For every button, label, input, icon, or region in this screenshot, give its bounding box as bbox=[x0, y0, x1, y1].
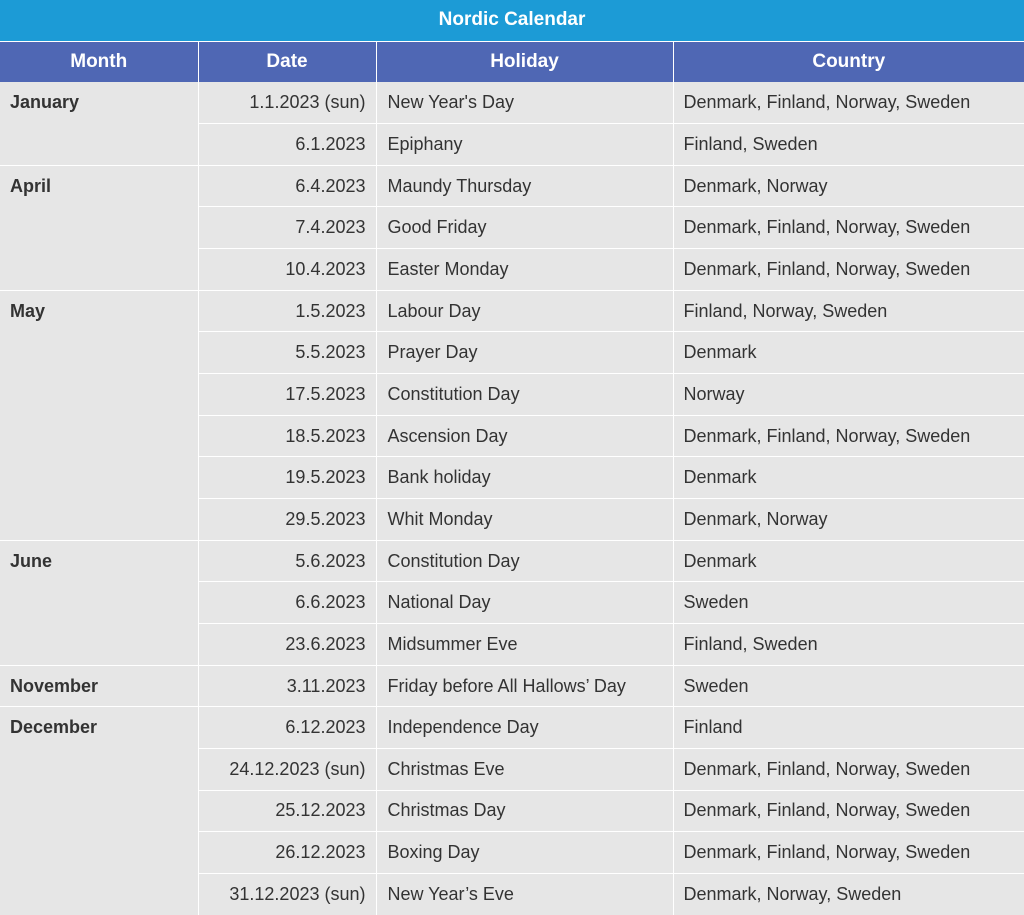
table-row bbox=[0, 624, 1024, 666]
date-cell: 24.12.2023 (sun) bbox=[198, 749, 376, 791]
table-row bbox=[0, 207, 1024, 249]
date-cell: 26.12.2023 bbox=[198, 832, 376, 874]
country-cell: Sweden bbox=[673, 582, 1024, 624]
table-row bbox=[0, 540, 1024, 582]
month-cell bbox=[0, 749, 198, 791]
month-cell bbox=[0, 499, 198, 541]
date-cell: 31.12.2023 (sun) bbox=[198, 873, 376, 915]
month-cell bbox=[0, 790, 198, 832]
date-column-header: Date bbox=[198, 41, 376, 82]
holiday-column-header: Holiday bbox=[376, 41, 673, 82]
table-row bbox=[0, 165, 1024, 207]
table-row bbox=[0, 832, 1024, 874]
table-row bbox=[0, 124, 1024, 166]
date-cell: 5.5.2023 bbox=[198, 332, 376, 374]
month-cell bbox=[0, 332, 198, 374]
table-row bbox=[0, 707, 1024, 749]
month-cell bbox=[0, 457, 198, 499]
holiday-cell: National Day bbox=[376, 582, 673, 624]
month-cell: December bbox=[0, 707, 198, 749]
country-cell: Denmark, Finland, Norway, Sweden bbox=[673, 749, 1024, 791]
month-column-header: Month bbox=[0, 41, 198, 82]
country-cell: Finland bbox=[673, 707, 1024, 749]
country-cell: Denmark, Norway bbox=[673, 165, 1024, 207]
month-cell: April bbox=[0, 165, 198, 207]
country-cell: Norway bbox=[673, 374, 1024, 416]
country-cell: Denmark, Norway, Sweden bbox=[673, 873, 1024, 915]
holiday-cell: Boxing Day bbox=[376, 832, 673, 874]
month-cell bbox=[0, 249, 198, 291]
table-row bbox=[0, 249, 1024, 291]
month-cell bbox=[0, 582, 198, 624]
country-cell: Denmark bbox=[673, 457, 1024, 499]
date-cell: 7.4.2023 bbox=[198, 207, 376, 249]
header-row bbox=[0, 41, 1024, 82]
calendar-body bbox=[0, 82, 1024, 915]
month-cell bbox=[0, 415, 198, 457]
date-cell: 17.5.2023 bbox=[198, 374, 376, 416]
date-cell: 6.4.2023 bbox=[198, 165, 376, 207]
table-row bbox=[0, 332, 1024, 374]
holiday-cell: New Year's Day bbox=[376, 82, 673, 124]
date-cell: 6.12.2023 bbox=[198, 707, 376, 749]
holiday-cell: Independence Day bbox=[376, 707, 673, 749]
country-cell: Denmark, Finland, Norway, Sweden bbox=[673, 249, 1024, 291]
country-cell: Denmark bbox=[673, 540, 1024, 582]
month-cell: June bbox=[0, 540, 198, 582]
table-row bbox=[0, 665, 1024, 707]
holiday-cell: Whit Monday bbox=[376, 499, 673, 541]
holiday-cell: Labour Day bbox=[376, 290, 673, 332]
date-cell: 1.1.2023 (sun) bbox=[198, 82, 376, 124]
table-row bbox=[0, 415, 1024, 457]
holiday-cell: Christmas Day bbox=[376, 790, 673, 832]
month-cell bbox=[0, 873, 198, 915]
country-cell: Denmark, Finland, Norway, Sweden bbox=[673, 790, 1024, 832]
country-cell: Denmark, Finland, Norway, Sweden bbox=[673, 82, 1024, 124]
date-cell: 3.11.2023 bbox=[198, 665, 376, 707]
table-row bbox=[0, 499, 1024, 541]
date-cell: 18.5.2023 bbox=[198, 415, 376, 457]
country-cell: Denmark, Finland, Norway, Sweden bbox=[673, 207, 1024, 249]
holiday-cell: Constitution Day bbox=[376, 374, 673, 416]
holiday-cell: Easter Monday bbox=[376, 249, 673, 291]
holiday-cell: Friday before All Hallows’ Day bbox=[376, 665, 673, 707]
country-column-header: Country bbox=[673, 41, 1024, 82]
month-cell bbox=[0, 124, 198, 166]
holiday-cell: Midsummer Eve bbox=[376, 624, 673, 666]
date-cell: 6.6.2023 bbox=[198, 582, 376, 624]
holiday-cell: Maundy Thursday bbox=[376, 165, 673, 207]
country-cell: Finland, Norway, Sweden bbox=[673, 290, 1024, 332]
date-cell: 19.5.2023 bbox=[198, 457, 376, 499]
table-title: Nordic Calendar bbox=[0, 0, 1024, 41]
country-cell: Finland, Sweden bbox=[673, 624, 1024, 666]
table-row bbox=[0, 582, 1024, 624]
table-row bbox=[0, 290, 1024, 332]
month-cell bbox=[0, 207, 198, 249]
date-cell: 29.5.2023 bbox=[198, 499, 376, 541]
holiday-cell: Christmas Eve bbox=[376, 749, 673, 791]
month-cell bbox=[0, 374, 198, 416]
month-cell: May bbox=[0, 290, 198, 332]
table-row bbox=[0, 790, 1024, 832]
date-cell: 1.5.2023 bbox=[198, 290, 376, 332]
country-cell: Denmark, Finland, Norway, Sweden bbox=[673, 415, 1024, 457]
holiday-cell: Good Friday bbox=[376, 207, 673, 249]
date-cell: 6.1.2023 bbox=[198, 124, 376, 166]
table-row bbox=[0, 873, 1024, 915]
date-cell: 10.4.2023 bbox=[198, 249, 376, 291]
date-cell: 25.12.2023 bbox=[198, 790, 376, 832]
date-cell: 5.6.2023 bbox=[198, 540, 376, 582]
country-cell: Denmark, Norway bbox=[673, 499, 1024, 541]
table-row bbox=[0, 82, 1024, 124]
holiday-cell: Constitution Day bbox=[376, 540, 673, 582]
holiday-cell: Bank holiday bbox=[376, 457, 673, 499]
country-cell: Denmark, Finland, Norway, Sweden bbox=[673, 832, 1024, 874]
table-row bbox=[0, 374, 1024, 416]
title-row bbox=[0, 0, 1024, 41]
holiday-cell: New Year’s Eve bbox=[376, 873, 673, 915]
country-cell: Finland, Sweden bbox=[673, 124, 1024, 166]
holiday-cell: Epiphany bbox=[376, 124, 673, 166]
holiday-cell: Prayer Day bbox=[376, 332, 673, 374]
month-cell: November bbox=[0, 665, 198, 707]
date-cell: 23.6.2023 bbox=[198, 624, 376, 666]
month-cell bbox=[0, 624, 198, 666]
month-cell bbox=[0, 832, 198, 874]
table-row bbox=[0, 457, 1024, 499]
country-cell: Sweden bbox=[673, 665, 1024, 707]
table-row bbox=[0, 749, 1024, 791]
country-cell: Denmark bbox=[673, 332, 1024, 374]
month-cell: January bbox=[0, 82, 198, 124]
holiday-cell: Ascension Day bbox=[376, 415, 673, 457]
